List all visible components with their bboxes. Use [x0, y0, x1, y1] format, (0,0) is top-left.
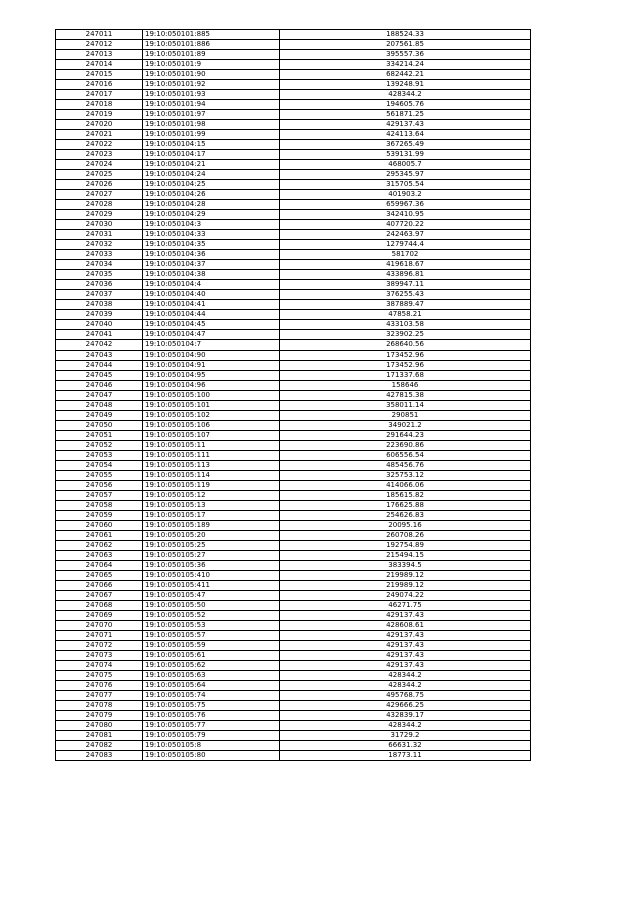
value-cell: 219989.12 [280, 570, 531, 580]
table-row [56, 520, 531, 530]
value-cell: 424113.64 [280, 130, 531, 140]
cadastral-number-cell: 19:10:050105:411 [143, 580, 280, 590]
value-cell: 432839.17 [280, 711, 531, 721]
cadastral-number-cell: 19:10:050105:111 [143, 450, 280, 460]
table-row [56, 250, 531, 260]
row-number-cell: 247068 [56, 600, 143, 610]
row-number-cell: 247052 [56, 440, 143, 450]
value-cell: 207561.85 [280, 40, 531, 50]
value-cell: 215494.15 [280, 550, 531, 560]
value-cell: 606556.54 [280, 450, 531, 460]
row-number-cell: 247049 [56, 410, 143, 420]
cadastral-number-cell: 19:10:050101:885 [143, 30, 280, 40]
value-cell: 171337.68 [280, 370, 531, 380]
value-cell: 659967.36 [280, 200, 531, 210]
row-number-cell: 247083 [56, 751, 143, 761]
cadastral-number-cell: 19:10:050101:94 [143, 100, 280, 110]
value-cell: 192754.89 [280, 540, 531, 550]
cadastral-number-cell: 19:10:050104:33 [143, 230, 280, 240]
cadastral-number-cell: 19:10:050104:26 [143, 190, 280, 200]
value-cell: 682442.21 [280, 70, 531, 80]
table-row [56, 320, 531, 330]
value-cell: 47858.21 [280, 310, 531, 320]
row-number-cell: 247054 [56, 460, 143, 470]
table-row [56, 751, 531, 761]
value-cell: 429137.43 [280, 630, 531, 640]
table-row [56, 530, 531, 540]
row-number-cell: 247063 [56, 550, 143, 560]
value-cell: 539131.99 [280, 150, 531, 160]
table-row [56, 560, 531, 570]
table-row [56, 220, 531, 230]
row-number-cell: 247012 [56, 40, 143, 50]
row-number-cell: 247040 [56, 320, 143, 330]
row-number-cell: 247059 [56, 510, 143, 520]
row-number-cell: 247075 [56, 671, 143, 681]
cadastral-number-cell: 19:10:050104:37 [143, 260, 280, 270]
cadastral-number-cell: 19:10:050101:90 [143, 70, 280, 80]
row-number-cell: 247013 [56, 50, 143, 60]
value-cell: 223690.86 [280, 440, 531, 450]
row-number-cell: 247061 [56, 530, 143, 540]
table-row [56, 380, 531, 390]
cadastral-number-cell: 19:10:050105:75 [143, 701, 280, 711]
cadastral-number-cell: 19:10:050104:15 [143, 140, 280, 150]
cadastral-number-cell: 19:10:050105:410 [143, 570, 280, 580]
cadastral-number-cell: 19:10:050105:189 [143, 520, 280, 530]
cadastral-number-cell: 19:10:050105:79 [143, 731, 280, 741]
cadastral-number-cell: 19:10:050104:21 [143, 160, 280, 170]
table-row [56, 681, 531, 691]
table-row [56, 640, 531, 650]
value-cell: 468005.7 [280, 160, 531, 170]
value-cell: 315705.54 [280, 180, 531, 190]
cadastral-number-cell: 19:10:050105:62 [143, 660, 280, 670]
row-number-cell: 247080 [56, 721, 143, 731]
cadastral-number-cell: 19:10:050105:52 [143, 610, 280, 620]
row-number-cell: 247035 [56, 270, 143, 280]
value-cell: 268640.56 [280, 340, 531, 350]
row-number-cell: 247020 [56, 120, 143, 130]
cadastral-number-cell: 19:10:050101:886 [143, 40, 280, 50]
cadastral-number-cell: 19:10:050105:25 [143, 540, 280, 550]
value-cell: 387889.47 [280, 300, 531, 310]
value-cell: 342410.95 [280, 210, 531, 220]
value-cell: 260708.26 [280, 530, 531, 540]
table-row [56, 610, 531, 620]
cadastral-number-cell: 19:10:050104:3 [143, 220, 280, 230]
table-row [56, 440, 531, 450]
row-number-cell: 247042 [56, 340, 143, 350]
cadastral-number-cell: 19:10:050105:76 [143, 711, 280, 721]
cadastral-number-cell: 19:10:050104:45 [143, 320, 280, 330]
row-number-cell: 247060 [56, 520, 143, 530]
cadastral-number-cell: 19:10:050105:11 [143, 440, 280, 450]
row-number-cell: 247065 [56, 570, 143, 580]
cadastral-number-cell: 19:10:050104:36 [143, 250, 280, 260]
cadastral-number-cell: 19:10:050104:35 [143, 240, 280, 250]
value-cell: 173452.96 [280, 350, 531, 360]
row-number-cell: 247027 [56, 190, 143, 200]
row-number-cell: 247047 [56, 390, 143, 400]
value-cell: 429137.43 [280, 610, 531, 620]
table-row [56, 290, 531, 300]
row-number-cell: 247029 [56, 210, 143, 220]
cadastral-number-cell: 19:10:050105:77 [143, 721, 280, 731]
cadastral-number-cell: 19:10:050105:64 [143, 681, 280, 691]
cadastral-number-cell: 19:10:050105:102 [143, 410, 280, 420]
table-row [56, 430, 531, 440]
table-row [56, 200, 531, 210]
cadastral-number-cell: 19:10:050104:96 [143, 380, 280, 390]
value-cell: 290851 [280, 410, 531, 420]
row-number-cell: 247057 [56, 490, 143, 500]
value-cell: 414066.06 [280, 480, 531, 490]
table-row [56, 731, 531, 741]
value-cell: 194605.76 [280, 100, 531, 110]
cadastral-number-cell: 19:10:050105:74 [143, 691, 280, 701]
cadastral-number-cell: 19:10:050105:13 [143, 500, 280, 510]
cadastral-number-cell: 19:10:050105:57 [143, 630, 280, 640]
value-cell: 173452.96 [280, 360, 531, 370]
value-cell: 401903.2 [280, 190, 531, 200]
row-number-cell: 247018 [56, 100, 143, 110]
table-body [56, 30, 531, 761]
cadastral-number-cell: 19:10:050101:92 [143, 80, 280, 90]
table-row [56, 90, 531, 100]
value-cell: 429137.43 [280, 650, 531, 660]
table-row [56, 330, 531, 340]
cadastral-number-cell: 19:10:050101:99 [143, 130, 280, 140]
row-number-cell: 247017 [56, 90, 143, 100]
row-number-cell: 247019 [56, 110, 143, 120]
cadastral-number-cell: 19:10:050105:107 [143, 430, 280, 440]
table-row [56, 490, 531, 500]
cadastral-number-cell: 19:10:050105:113 [143, 460, 280, 470]
table-row [56, 310, 531, 320]
value-cell: 495768.75 [280, 691, 531, 701]
row-number-cell: 247011 [56, 30, 143, 40]
cadastral-number-cell: 19:10:050105:17 [143, 510, 280, 520]
cadastral-number-cell: 19:10:050105:12 [143, 490, 280, 500]
table-row [56, 550, 531, 560]
value-cell: 428344.2 [280, 681, 531, 691]
value-cell: 428608.61 [280, 620, 531, 630]
row-number-cell: 247070 [56, 620, 143, 630]
cadastral-number-cell: 19:10:050104:29 [143, 210, 280, 220]
table-row [56, 600, 531, 610]
row-number-cell: 247050 [56, 420, 143, 430]
cadastral-number-cell: 19:10:050105:59 [143, 640, 280, 650]
value-cell: 323902.25 [280, 330, 531, 340]
value-cell: 188524.33 [280, 30, 531, 40]
cadastral-number-cell: 19:10:050105:80 [143, 751, 280, 761]
value-cell: 428344.2 [280, 721, 531, 731]
row-number-cell: 247055 [56, 470, 143, 480]
cadastral-number-cell: 19:10:050104:7 [143, 340, 280, 350]
table-row [56, 650, 531, 660]
value-cell: 66631.32 [280, 741, 531, 751]
cadastral-number-cell: 19:10:050104:40 [143, 290, 280, 300]
cadastral-number-cell: 19:10:050104:47 [143, 330, 280, 340]
value-cell: 349021.2 [280, 420, 531, 430]
value-cell: 176625.88 [280, 500, 531, 510]
cadastral-number-cell: 19:10:050105:63 [143, 671, 280, 681]
table-row [56, 170, 531, 180]
row-number-cell: 247072 [56, 640, 143, 650]
value-cell: 407720.22 [280, 220, 531, 230]
cadastral-number-cell: 19:10:050104:95 [143, 370, 280, 380]
row-number-cell: 247036 [56, 280, 143, 290]
row-number-cell: 247081 [56, 731, 143, 741]
row-number-cell: 247037 [56, 290, 143, 300]
table-row [56, 360, 531, 370]
row-number-cell: 247079 [56, 711, 143, 721]
table-row [56, 140, 531, 150]
table-row [56, 390, 531, 400]
table-row [56, 340, 531, 350]
row-number-cell: 247043 [56, 350, 143, 360]
table-row [56, 80, 531, 90]
table-row [56, 60, 531, 70]
value-cell: 429137.43 [280, 120, 531, 130]
cadastral-number-cell: 19:10:050105:50 [143, 600, 280, 610]
row-number-cell: 247023 [56, 150, 143, 160]
row-number-cell: 247051 [56, 430, 143, 440]
value-cell: 485456.76 [280, 460, 531, 470]
value-cell: 389947.11 [280, 280, 531, 290]
table-row [56, 450, 531, 460]
table-row [56, 630, 531, 640]
row-number-cell: 247028 [56, 200, 143, 210]
row-number-cell: 247078 [56, 701, 143, 711]
table-row [56, 280, 531, 290]
table-row [56, 470, 531, 480]
row-number-cell: 247062 [56, 540, 143, 550]
value-cell: 254626.83 [280, 510, 531, 520]
table-row [56, 110, 531, 120]
value-cell: 429666.25 [280, 701, 531, 711]
row-number-cell: 247025 [56, 170, 143, 180]
row-number-cell: 247048 [56, 400, 143, 410]
cadastral-value-table [55, 29, 531, 761]
value-cell: 334214.24 [280, 60, 531, 70]
table-row [56, 691, 531, 701]
cadastral-number-cell: 19:10:050105:8 [143, 741, 280, 751]
table-row [56, 741, 531, 751]
table-row [56, 400, 531, 410]
cadastral-number-cell: 19:10:050101:89 [143, 50, 280, 60]
value-cell: 249074.22 [280, 590, 531, 600]
cadastral-number-cell: 19:10:050101:9 [143, 60, 280, 70]
row-number-cell: 247066 [56, 580, 143, 590]
table-row [56, 350, 531, 360]
value-cell: 242463.97 [280, 230, 531, 240]
row-number-cell: 247044 [56, 360, 143, 370]
row-number-cell: 247071 [56, 630, 143, 640]
row-number-cell: 247024 [56, 160, 143, 170]
cadastral-number-cell: 19:10:050104:24 [143, 170, 280, 180]
row-number-cell: 247053 [56, 450, 143, 460]
row-number-cell: 247031 [56, 230, 143, 240]
cadastral-number-cell: 19:10:050104:25 [143, 180, 280, 190]
table-row [56, 50, 531, 60]
value-cell: 581702 [280, 250, 531, 260]
row-number-cell: 247022 [56, 140, 143, 150]
value-cell: 395557.36 [280, 50, 531, 60]
value-cell: 358011.14 [280, 400, 531, 410]
cadastral-number-cell: 19:10:050105:53 [143, 620, 280, 630]
cadastral-number-cell: 19:10:050105:119 [143, 480, 280, 490]
cadastral-number-cell: 19:10:050104:91 [143, 360, 280, 370]
value-cell: 325753.12 [280, 470, 531, 480]
table-row [56, 500, 531, 510]
value-cell: 429137.43 [280, 660, 531, 670]
row-number-cell: 247064 [56, 560, 143, 570]
value-cell: 31729.2 [280, 731, 531, 741]
cadastral-number-cell: 19:10:050101:93 [143, 90, 280, 100]
value-cell: 291644.23 [280, 430, 531, 440]
value-cell: 158646 [280, 380, 531, 390]
table-row [56, 130, 531, 140]
cadastral-number-cell: 19:10:050104:28 [143, 200, 280, 210]
cadastral-number-cell: 19:10:050104:44 [143, 310, 280, 320]
table-row [56, 410, 531, 420]
value-cell: 428344.2 [280, 671, 531, 681]
row-number-cell: 247014 [56, 60, 143, 70]
value-cell: 428344.2 [280, 90, 531, 100]
table-row [56, 590, 531, 600]
row-number-cell: 247058 [56, 500, 143, 510]
table-row [56, 701, 531, 711]
row-number-cell: 247033 [56, 250, 143, 260]
cadastral-number-cell: 19:10:050104:38 [143, 270, 280, 280]
cadastral-number-cell: 19:10:050105:106 [143, 420, 280, 430]
value-cell: 185615.82 [280, 490, 531, 500]
table-row [56, 120, 531, 130]
table-row [56, 460, 531, 470]
value-cell: 295345.97 [280, 170, 531, 180]
table-row [56, 300, 531, 310]
cadastral-number-cell: 19:10:050105:27 [143, 550, 280, 560]
row-number-cell: 247034 [56, 260, 143, 270]
cadastral-number-cell: 19:10:050105:61 [143, 650, 280, 660]
table-row [56, 370, 531, 380]
row-number-cell: 247038 [56, 300, 143, 310]
row-number-cell: 247021 [56, 130, 143, 140]
value-cell: 561871.25 [280, 110, 531, 120]
table-row [56, 40, 531, 50]
cadastral-number-cell: 19:10:050105:47 [143, 590, 280, 600]
cadastral-number-cell: 19:10:050105:20 [143, 530, 280, 540]
row-number-cell: 247030 [56, 220, 143, 230]
table-row [56, 420, 531, 430]
cadastral-number-cell: 19:10:050105:114 [143, 470, 280, 480]
value-cell: 139248.91 [280, 80, 531, 90]
value-cell: 367265.49 [280, 140, 531, 150]
table-row [56, 570, 531, 580]
row-number-cell: 247039 [56, 310, 143, 320]
table-row [56, 30, 531, 40]
row-number-cell: 247082 [56, 741, 143, 751]
table-row [56, 580, 531, 590]
value-cell: 429137.43 [280, 640, 531, 650]
cadastral-number-cell: 19:10:050105:36 [143, 560, 280, 570]
table-row [56, 660, 531, 670]
value-cell: 433896.81 [280, 270, 531, 280]
row-number-cell: 247026 [56, 180, 143, 190]
row-number-cell: 247015 [56, 70, 143, 80]
table-row [56, 150, 531, 160]
row-number-cell: 247067 [56, 590, 143, 600]
table-row [56, 671, 531, 681]
table-row [56, 510, 531, 520]
row-number-cell: 247045 [56, 370, 143, 380]
row-number-cell: 247041 [56, 330, 143, 340]
row-number-cell: 247076 [56, 681, 143, 691]
table-row [56, 540, 531, 550]
cadastral-number-cell: 19:10:050104:41 [143, 300, 280, 310]
table-row [56, 270, 531, 280]
row-number-cell: 247077 [56, 691, 143, 701]
table-row [56, 711, 531, 721]
value-cell: 383394.5 [280, 560, 531, 570]
cadastral-number-cell: 19:10:050104:90 [143, 350, 280, 360]
row-number-cell: 247074 [56, 660, 143, 670]
row-number-cell: 247032 [56, 240, 143, 250]
cadastral-number-cell: 19:10:050101:98 [143, 120, 280, 130]
row-number-cell: 247056 [56, 480, 143, 490]
value-cell: 20095.16 [280, 520, 531, 530]
cadastral-number-cell: 19:10:050104:17 [143, 150, 280, 160]
table-row [56, 100, 531, 110]
cadastral-number-cell: 19:10:050105:101 [143, 400, 280, 410]
row-number-cell: 247069 [56, 610, 143, 620]
table-row [56, 260, 531, 270]
value-cell: 46271.75 [280, 600, 531, 610]
table-row [56, 160, 531, 170]
value-cell: 219989.12 [280, 580, 531, 590]
value-cell: 376255.43 [280, 290, 531, 300]
table-row [56, 480, 531, 490]
row-number-cell: 247046 [56, 380, 143, 390]
value-cell: 433103.58 [280, 320, 531, 330]
value-cell: 419618.67 [280, 260, 531, 270]
table-row [56, 190, 531, 200]
row-number-cell: 247016 [56, 80, 143, 90]
cadastral-number-cell: 19:10:050101:97 [143, 110, 280, 120]
table-row [56, 70, 531, 80]
value-cell: 1279744.4 [280, 240, 531, 250]
cadastral-number-cell: 19:10:050104:4 [143, 280, 280, 290]
value-cell: 427815.38 [280, 390, 531, 400]
cadastral-number-cell: 19:10:050105:100 [143, 390, 280, 400]
table-row [56, 721, 531, 731]
table-row [56, 620, 531, 630]
table-row [56, 230, 531, 240]
value-cell: 18773.11 [280, 751, 531, 761]
table-row [56, 210, 531, 220]
table-row [56, 180, 531, 190]
row-number-cell: 247073 [56, 650, 143, 660]
table-row [56, 240, 531, 250]
